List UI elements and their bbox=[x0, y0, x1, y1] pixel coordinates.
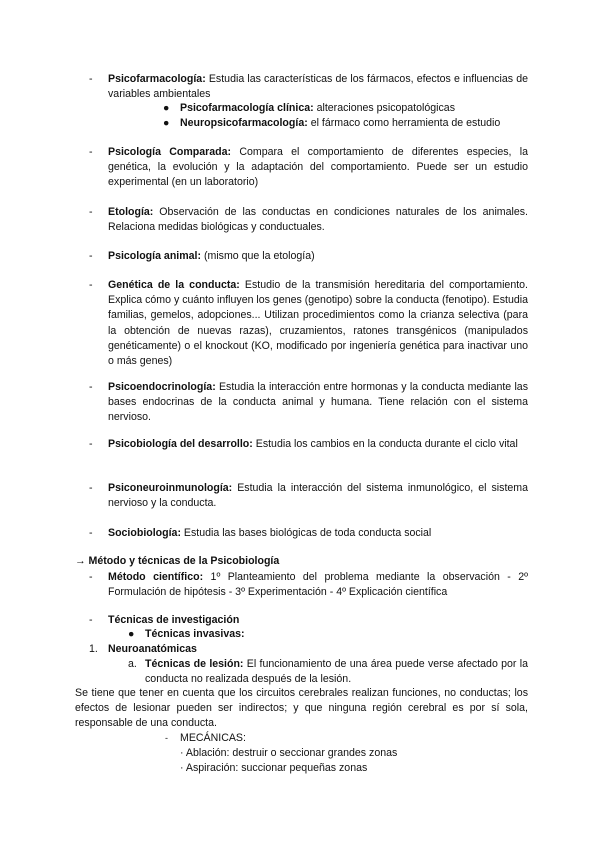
term: Genética de la conducta: bbox=[108, 279, 240, 291]
list-item-psicofarmacologia bbox=[108, 72, 528, 102]
term: Técnicas de lesión: bbox=[145, 658, 244, 670]
definition: Estudia las características de los fármacos, efectos e influencias de variables ambientales bbox=[108, 73, 528, 101]
list-item-psicoendocrinologia bbox=[108, 380, 528, 426]
sub-item-clinica bbox=[180, 101, 455, 116]
list-dash: - bbox=[89, 250, 93, 262]
list-item-comparada bbox=[108, 145, 528, 191]
term: Método científico: bbox=[108, 571, 204, 583]
term: Psiconeuroinmunología: bbox=[108, 482, 233, 494]
list-item-genetica bbox=[108, 278, 528, 369]
mecanicas-label: MECÁNICAS: bbox=[180, 732, 246, 744]
invasivas-heading: Técnicas invasivas: bbox=[145, 628, 245, 640]
definition: El funcionamiento de una área puede verse afectado por la conducta no realizada después de la lesión. bbox=[145, 658, 529, 686]
list-dash: - bbox=[89, 381, 93, 393]
list-dash: - bbox=[89, 571, 93, 583]
definition: Estudio de la transmisión hereditaria del comportamiento. Explica cómo y cuánto influyen los genes (genotipo) sobre la conducta (fenotipo). Estudia familias, gemelos, adopciones... Utilizan procedimientos como la crianza selectiva (para la obtención de nuevas razas), cruzamientos, ratones transgénicos (manipulados genéticamente) o el knockout (KO, modificado por ingeniería genética para inactivar uno o más genes) bbox=[108, 279, 528, 368]
sub-item-neuropsico bbox=[180, 116, 500, 131]
bullet-icon: ● bbox=[128, 628, 135, 640]
list-dash: - bbox=[89, 438, 93, 450]
list-dash: - bbox=[89, 482, 93, 494]
aspiracion-item: · Aspiración: succionar pequeñas zonas bbox=[180, 762, 368, 774]
section-heading: → Método y técnicas de la Psicobiología bbox=[75, 555, 280, 567]
list-item-desarrollo bbox=[108, 437, 528, 452]
term: Psicología animal: bbox=[108, 250, 202, 262]
definition: Observación de las conductas en condiciones naturales de los animales. Relaciona medidas biológicas y conductuales. bbox=[108, 206, 528, 234]
definition: alteraciones psicopatológicas bbox=[313, 102, 455, 114]
list-number: 1. bbox=[89, 643, 98, 655]
lesion-paragraph: Se tiene que tener en cuenta que los circuitos cerebrales realizan funciones, no conductas; los efectos de lesionar pueden ser indirectos; y que ninguna región cerebral es por sí sola, responsable de una conducta. bbox=[75, 687, 528, 730]
definition: Estudia la interacción del sistema inmunológico, el sistema nervioso y la conducta. bbox=[108, 482, 528, 510]
list-dash: - bbox=[89, 279, 93, 291]
bullet-icon: ● bbox=[163, 117, 170, 129]
definition: (mismo que la etología) bbox=[201, 250, 315, 262]
list-dash: - bbox=[89, 73, 93, 85]
list-dash: - bbox=[89, 527, 93, 539]
definition: Estudia los cambios en la conducta durante el ciclo vital bbox=[252, 438, 518, 450]
list-item-sociobiologia bbox=[108, 526, 528, 541]
list-letter: a. bbox=[128, 658, 137, 670]
list-item-etologia bbox=[108, 205, 528, 235]
term: Psicoendocrinología: bbox=[108, 381, 216, 393]
list-dash: - bbox=[165, 733, 168, 743]
ablacion-item: · Ablación: destruir o seccionar grandes zonas bbox=[180, 747, 398, 759]
definition: Compara el comportamiento de diferentes especies, la genética, la evolución y la adaptación del comportamiento. Puede ser un estudio experimental (en un laboratorio) bbox=[108, 146, 528, 189]
term: Etología: bbox=[108, 206, 154, 218]
list-dash: - bbox=[89, 146, 93, 158]
term: Neuropsicofarmacología: bbox=[180, 117, 308, 129]
definition: Estudia las bases biológicas de toda conducta social bbox=[180, 527, 432, 539]
definition: 1º Planteamiento del problema mediante la observación - 2º Formulación de hipótesis - 3º Experimentación - 4º Explicación científica bbox=[108, 571, 528, 599]
term: Psicofarmacología clínica: bbox=[180, 102, 314, 114]
term: Psicofarmacología: bbox=[108, 73, 206, 85]
term: Psicobiología del desarrollo: bbox=[108, 438, 253, 450]
neuroanatomicas-heading: Neuroanatómicas bbox=[108, 643, 197, 655]
lesion-item bbox=[145, 657, 528, 687]
list-item-animal bbox=[108, 249, 528, 264]
definition: el fármaco como herramienta de estudio bbox=[307, 117, 501, 129]
bullet-icon: ● bbox=[163, 102, 170, 114]
list-dash: - bbox=[89, 206, 93, 218]
list-dash: - bbox=[89, 614, 93, 626]
definition: Estudia la interacción entre hormonas y la conducta mediante las bases endocrinas de la conducta animal y humana. Tiene relación con el sistema nervioso. bbox=[108, 381, 528, 424]
list-item-psiconeuroinmunologia bbox=[108, 481, 528, 511]
list-item-metodo bbox=[108, 570, 528, 600]
term: Psicología Comparada: bbox=[108, 146, 232, 158]
tecnicas-heading: Técnicas de investigación bbox=[108, 614, 240, 626]
term: Sociobiología: bbox=[108, 527, 181, 539]
